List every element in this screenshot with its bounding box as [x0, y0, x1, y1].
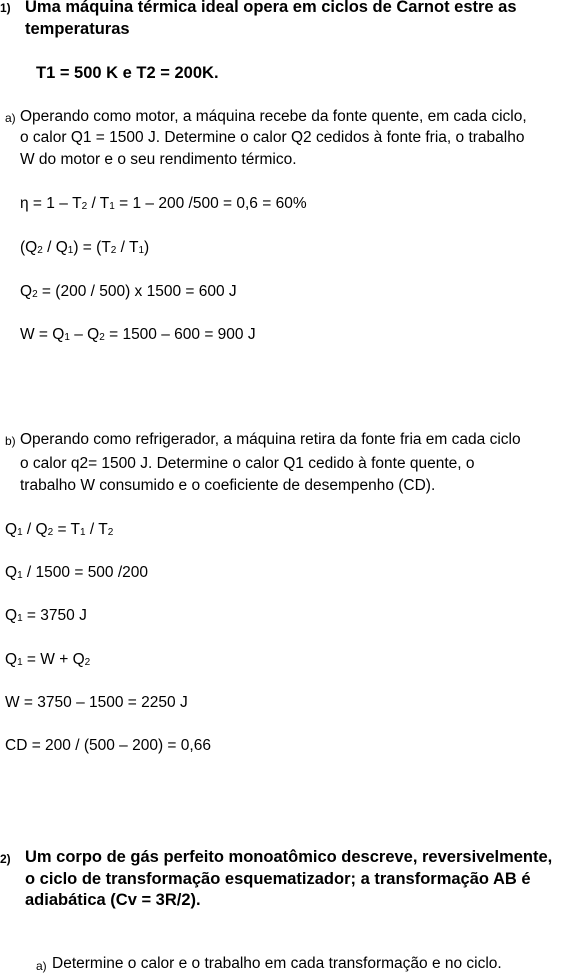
- question-2-number: 2): [0, 852, 11, 866]
- question-1-number: 1): [0, 1, 11, 15]
- equation-efficiency: $\eta = 1 - T_2 / T_1 = 1 - 200$ /500 = 0,6 = 60%: [20, 195, 307, 212]
- question-1-temperatures: T1 = 500 K e T2 = 200K.: [36, 64, 219, 82]
- equation-q1-value: $Q_1 = 3750$ J: [5, 607, 87, 624]
- equation-q1-ratio: $Q_1 / 1500 = 500$ /200: [5, 564, 149, 581]
- question-2-item-a-line1: Determine o calor e o trabalho em cada transformação e no ciclo.: [52, 955, 502, 972]
- equation-heat-ratio: $(Q_2 / Q_1) = (T_2 / T_1)$: [20, 239, 150, 256]
- equation-cd: CD = 200 / (500 – 200) = 0,66: [5, 737, 211, 754]
- question-2-title-line3: adiabática (Cv = 3R/2).: [25, 891, 201, 909]
- item-b-line2: o calor q2= 1500 J. Determine o calor Q1 cedido à fonte quente, o: [20, 455, 475, 472]
- question-1-title-line1: Uma máquina térmica ideal opera em ciclos de Carnot estre as: [25, 0, 517, 16]
- question-1-title-line2: temperaturas: [25, 20, 130, 38]
- item-a-line3: W do motor e o seu rendimento térmico.: [20, 151, 297, 168]
- equation-work: $W = Q_1 - Q_2 = 1500 - 600 = 900$ J: [20, 326, 256, 343]
- question-2-title-line2: o ciclo de transformação esquematizador; a transformação AB é: [25, 870, 531, 888]
- item-b-label: b): [5, 434, 16, 448]
- item-a-label: a): [5, 111, 16, 125]
- equation-work-b: W = 3750 – 1500 = 2250 J: [5, 694, 188, 711]
- equation-q1-sum: $Q_1 = W + Q_2$: [5, 651, 91, 668]
- item-a-line2: o calor Q1 = 1500 J. Determine o calor Q2 cedidos à fonte fria, o trabalho: [20, 129, 525, 146]
- item-b-line3: trabalho W consumido e o coeficiente de desempenho (CD).: [20, 477, 436, 494]
- equation-ratio-b: $Q_1 / Q_2 = T_1 / T_2$: [5, 521, 114, 538]
- equation-q2: $Q_2 = (200 / 500)$ x 1500 = 600 J: [20, 283, 237, 300]
- item-a-line1: Operando como motor, a máquina recebe da fonte quente, em cada ciclo,: [20, 108, 527, 125]
- question-2-item-a-label: a): [36, 959, 47, 973]
- item-b-line1: Operando como refrigerador, a máquina retira da fonte fria em cada ciclo: [20, 431, 521, 448]
- question-2-title-line1: Um corpo de gás perfeito monoatômico descreve, reversivelmente,: [25, 848, 553, 866]
